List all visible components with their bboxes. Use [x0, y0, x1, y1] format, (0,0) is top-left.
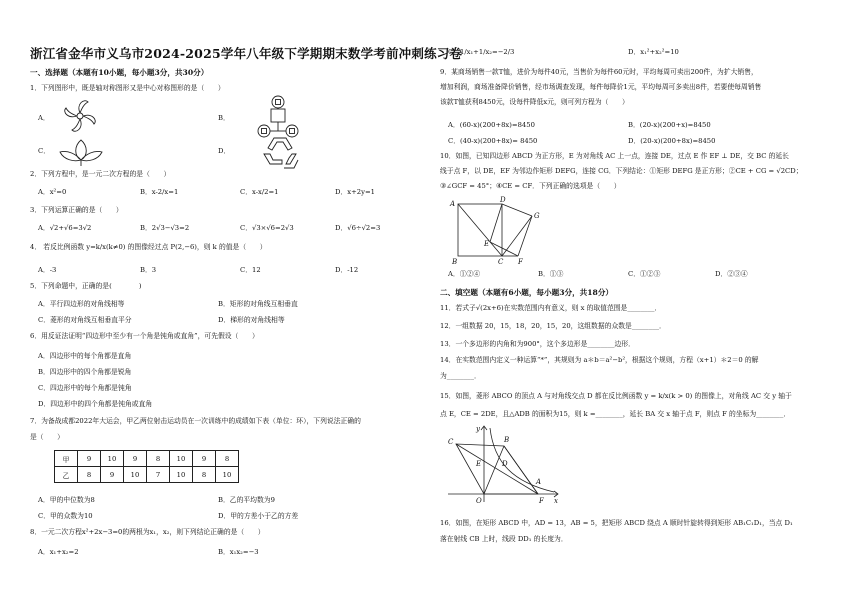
q8-option-d: D．x₁²+x₂²=10 — [628, 48, 679, 56]
question-9-line3: 该款T恤获利8450元，设每件降低x元，则可列方程为（ ） — [440, 98, 629, 106]
page-title: 浙江省金华市义乌市2024-2025学年八年级下学期期末数学考前冲刺练习卷 — [30, 46, 463, 61]
point-label: G — [534, 212, 540, 220]
table-row — [55, 467, 239, 483]
table-cell: 10 — [124, 467, 147, 483]
square-geometry-figure — [446, 196, 556, 268]
point-label: C — [498, 258, 504, 266]
coin-figure — [255, 94, 301, 138]
question-5-stem: 5．下列命题中，正确的是( ) — [30, 282, 142, 290]
q10-option-a: A．①②④ — [448, 270, 481, 278]
question-7-stem-line1: 7．为备战成都2022年大运会，甲乙两位射击运动员在一次训练中的成绩如下表（单位：环），下列说法正确的 — [30, 417, 361, 425]
q4-option-d: D．-12 — [335, 266, 359, 274]
axis-label: x — [554, 497, 558, 505]
point-label: E — [476, 460, 482, 468]
q6-option-b: B．四边形中的四个角都是锐角 — [38, 368, 132, 376]
point-label: F — [518, 258, 523, 266]
section-fill-heading: 二、填空题（本题有6小题，每小题3分，共18分） — [440, 288, 614, 297]
table-cell: 9 — [124, 451, 147, 467]
q1-option-b-label: B． — [218, 114, 230, 122]
table-cell: 9 — [101, 467, 124, 483]
recycle-figure — [258, 134, 302, 174]
q6-option-a: A．四边形中的每个角都是直角 — [38, 352, 132, 360]
question-9-line1: 9．某商场销售一款T恤，进价为每件40元，当售价为每件60元时，平均每周可卖出200件，为扩大销售， — [440, 68, 758, 76]
question-8-stem: 8．一元二次方程x²+2x−3=0的两根为x₁，x₂，则下列结论正确的是（ ） — [30, 528, 265, 536]
table-row — [55, 451, 239, 467]
question-1-stem: 1．下列图形中，既是轴对称图形又是中心对称图形的是（ ） — [30, 84, 225, 92]
q3-option-b: B．2√3−√3=2 — [140, 224, 190, 232]
q5-option-c: C．菱形的对角线互相垂直平分 — [38, 316, 132, 324]
table-cell: 10 — [101, 451, 124, 467]
point-label: B — [504, 436, 510, 444]
table-cell: 8 — [78, 467, 101, 483]
point-label: F — [539, 497, 544, 505]
q3-option-a: A．√2+√6=3√2 — [38, 224, 92, 232]
table-cell: 10 — [216, 467, 239, 483]
q7-option-a: A．甲的中位数为8 — [38, 496, 95, 504]
section-choice-heading: 一、选择题（本题有10小题，每小题3分，共30分） — [30, 68, 209, 77]
point-label: A — [536, 478, 542, 486]
q10-option-d: D．②③④ — [715, 270, 748, 278]
point-label: E — [484, 240, 490, 248]
question-13: 13．一个多边形的内角和为900°，这个多边形是________边形． — [440, 340, 635, 348]
q5-option-a: A．平行四边形的对角线相等 — [38, 300, 125, 308]
q3-option-c: C．√3×√6=2√3 — [240, 224, 294, 232]
question-14-line1: 14．在实数范围内定义一种运算“*”，其规则为 a＊b＝a²−b²，根据这个规则，方程（x+1）＊2＝0 的解 — [440, 356, 759, 364]
q2-option-a: A．x²=0 — [38, 188, 67, 196]
question-6-stem: 6．用反证法证明“四边形中至少有一个角是钝角或直角”，可先假设（ ） — [30, 332, 259, 340]
q7-option-c: C．甲的众数为10 — [38, 512, 93, 520]
q4-option-c: C．12 — [240, 266, 261, 274]
lotus-figure — [58, 136, 104, 168]
question-7-stem-line2: 是（ ） — [30, 433, 64, 441]
question-14-line2: 为________． — [440, 372, 481, 380]
q1-option-d-label: D． — [218, 147, 231, 155]
question-10-line2: 线于点 F，以 DE，EF 为邻边作矩形 DEFG，连接 CG．下列结论：①矩形 DEFG 是正方形；②CE + CG = √2CD； — [440, 167, 803, 175]
question-10-line1: 10．如图，已知四边形 ABCD 为正方形，E 为对角线 AC 上一点，连接 DE，过点 E 作 EF ⊥ DE，交 BC 的延长 — [440, 152, 789, 160]
q3-option-d: D．√6÷√2=3 — [335, 224, 381, 232]
score-table — [54, 450, 239, 483]
point-label: B — [452, 258, 458, 266]
q2-option-b: B．x-2/x=1 — [140, 188, 179, 196]
question-10-line3: ③∠GCF = 45°；④CE = CF．下列正确的选项是（ ） — [440, 182, 621, 190]
question-4-stem: 4． 若反比例函数 y=k/x(k≠0) 的图像经过点 P(2,−6)，则 k 的值是（ ） — [30, 243, 267, 251]
table-cell: 10 — [170, 451, 193, 467]
table-cell: 8 — [193, 467, 216, 483]
table-cell: 8 — [147, 451, 170, 467]
question-12: 12．一组数据 20，15，18，20，15，20，这组数据的众数是________． — [440, 322, 666, 330]
q7-option-b: B．乙的平均数为9 — [218, 496, 275, 504]
q9-option-b: B．(20-x)(200+x)=8450 — [628, 121, 711, 129]
q9-option-a: A．(60-x)(200+8x)=8450 — [448, 121, 535, 129]
point-label: D — [500, 196, 506, 204]
q8-option-c: C．1/x₁+1/x₂=−2/3 — [448, 48, 515, 56]
question-16-line1: 16．如图，在矩形 ABCD 中，AD = 13，AB = 5，把矩形 ABCD 绕点 A 顺时针旋转得到矩形 AB₁C₁D₁，当点 D₁ — [440, 519, 793, 527]
q10-option-b: B．①③ — [538, 270, 564, 278]
axis-label: y — [476, 425, 480, 433]
rhombus-hyperbola-figure — [442, 422, 562, 506]
question-3-stem: 3．下列运算正确的是（ ） — [30, 206, 123, 214]
q10-option-c: C．①②③ — [628, 270, 661, 278]
table-cell: 7 — [147, 467, 170, 483]
table-cell: 9 — [193, 451, 216, 467]
question-11: 11．若式子√(2x+6)在实数范围内有意义，则 x 的取值范围是________． — [440, 304, 662, 312]
q5-option-b: B．矩形的对角线互相垂直 — [218, 300, 298, 308]
point-label: D — [502, 460, 508, 468]
table-cell: 10 — [170, 467, 193, 483]
q8-option-a: A．x₁+x₂=2 — [38, 548, 79, 556]
q5-option-d: D．梯形的对角线相等 — [218, 316, 285, 324]
q1-option-c-label: C． — [38, 147, 50, 155]
q6-option-d: D．四边形中的四个角都是钝角或直角 — [38, 400, 153, 408]
q4-option-a: A．-3 — [38, 266, 57, 274]
point-label: A — [450, 200, 456, 208]
question-15-line2: 点 E，CE = 2DE，且△ADB 的面积为15，则 k =________，延长 BA 交 x 轴于点 F，则点 F 的坐标为________． — [440, 410, 791, 418]
question-16-line2: 落在射线 CB 上时，线段 DD₁ 的长度为． — [440, 535, 568, 543]
table-cell: 甲 — [55, 451, 78, 467]
point-label: O — [476, 497, 482, 505]
q9-option-d: D．(20-x)(200+8x)=8450 — [628, 137, 716, 145]
question-15-line1: 15．如图，菱形 ABCO 的顶点 A 与对角线交点 D 都在反比例函数 y = k/x(k > 0) 的图像上，对角线 AC 交 y 轴于 — [440, 392, 792, 400]
question-9-line2: 增加利润，商场准备降价销售，经市场调查发现，每件每降价1元，平均每周可多卖出8件，若要使每周销售 — [440, 83, 762, 91]
point-label: C — [448, 438, 454, 446]
table-cell: 乙 — [55, 467, 78, 483]
pinwheel-figure — [58, 96, 102, 136]
q1-option-a-label: A． — [38, 114, 50, 122]
q9-option-c: C．(40-x)(200+8x)= 8450 — [448, 137, 538, 145]
q8-option-b: B．x₁x₂=−3 — [218, 548, 259, 556]
q2-option-d: D．x+2y=1 — [335, 188, 375, 196]
q6-option-c: C．四边形中的每个角都是钝角 — [38, 384, 132, 392]
q7-option-d: D．甲的方差小于乙的方差 — [218, 512, 299, 520]
question-2-stem: 2．下列方程中，是一元二次方程的是（ ） — [30, 170, 171, 178]
q4-option-b: B．3 — [140, 266, 157, 274]
table-cell: 8 — [216, 451, 239, 467]
q2-option-c: C．x-x/2=1 — [240, 188, 279, 196]
table-cell: 9 — [78, 451, 101, 467]
